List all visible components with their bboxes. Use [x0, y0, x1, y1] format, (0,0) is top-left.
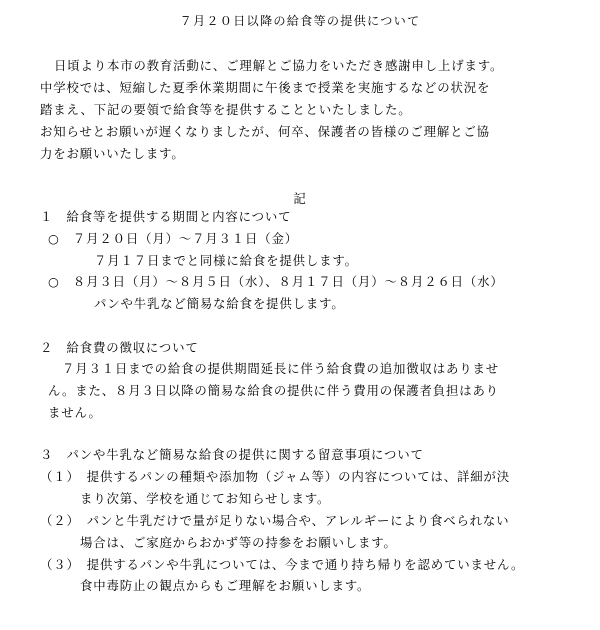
section2-heading: ２ 給食費の徴収について — [40, 340, 199, 355]
section1-item1-dates: ○ ７月２０日（月）～７月３１日（金） — [48, 231, 298, 246]
document-title: ７月２０日以降の給食等の提供について — [179, 14, 421, 28]
section2-body-line: ません。 — [48, 405, 102, 420]
section3-item-line: 食中毒防止の観点からもご理解をお願いします。 — [80, 578, 371, 593]
section1-item2-desc: パンや牛乳など簡易な給食を提供します。 — [94, 296, 345, 311]
section3-heading: ３ パンや牛乳など簡易な給食の提供に関する留意事項について — [40, 447, 424, 462]
section1-item1-desc: ７月１７日までと同様に給食を提供します。 — [94, 253, 358, 268]
section1-heading: １ 給食等を提供する期間と内容について — [40, 209, 292, 224]
section1-item2-dates: ○ ８月３日（月）～８月５日（水）、８月１７日（月）～８月２６日（水） — [48, 274, 504, 289]
section2-body-line: ７月３１日までの給食の提供期間延長に伴う給食費の追加徴収はありませ — [62, 361, 499, 376]
ki-heading: 記 — [293, 191, 307, 206]
section3-item-line: （３） 提供するパンや牛乳については、今まで通り持ち帰りを認めていません。 — [40, 557, 525, 572]
section2-body-line: ん。また、８月３日以降の簡易な給食の提供に伴う費用の保護者負担はあり — [48, 383, 499, 398]
intro-line: 日頃より本市の教育活動に、ご理解とご協力をいただき感謝申し上げます。 — [54, 58, 504, 73]
intro-line: 力をお願いいたします。 — [40, 146, 185, 161]
section3-item-line: （１） 提供するパンの種類や添加物（ジャム等）の内容については、詳細が決 — [40, 469, 510, 484]
intro-line: お知らせとお願いが遅くなりましたが、何卒、保護者の皆様のご理解とご協 — [40, 124, 490, 139]
section3-item-line: （２） パンと牛乳だけで量が足りない場合や、アレルギーにより食べられない — [40, 513, 510, 528]
intro-line: 中学校では、短縮した夏季休業期間に午後まで授業を実施するなどの状況を — [40, 80, 491, 95]
intro-line: 踏まえ、下記の要領で給食等を提供することといたしました。 — [40, 102, 412, 117]
section3-item-line: まり次第、学校を通じてお知らせします。 — [80, 491, 331, 506]
section3-item-line: 場合は、ご家庭からおかず等の持参をお願いします。 — [80, 535, 397, 550]
